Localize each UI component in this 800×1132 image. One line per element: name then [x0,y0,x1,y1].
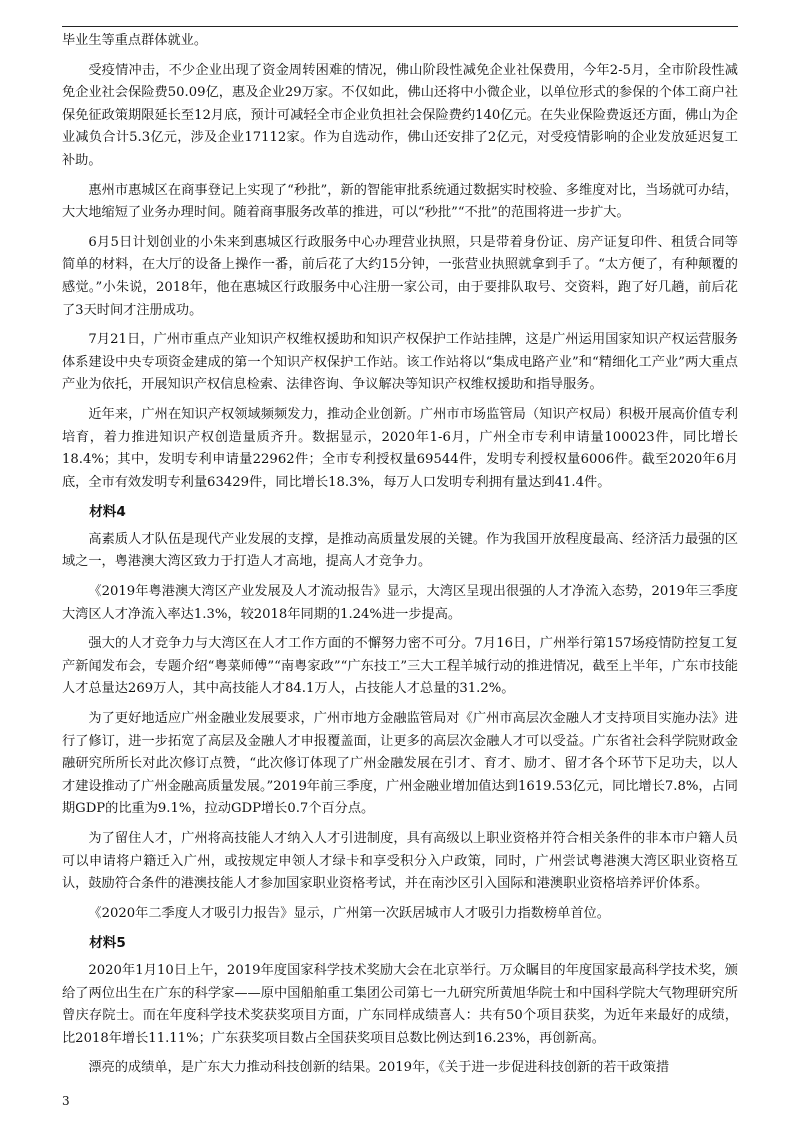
paragraph: 6月5日计划创业的小朱来到惠城区行政服务中心办理营业执照，只是带着身份证、房产证复印件、租赁合同等简单的材料，在大厅的设备上操作一番，前后花了大约15分钟，一张营业执照就拿到手了。“太方便了，有种颠覆的感觉。”小朱说，2018年，他在惠城区行政服务中心注册一家公司，由于要排队取号、交资料，跑了好几趟，前后花了3天时间才注册成功。 [62,234,738,318]
section-material-5 [62,960,738,1080]
document-body [62,30,738,1087]
paragraph: 高素质人才队伍是现代产业发展的支撑，是推动高质量发展的关键。作为我国开放程度最高、经济活力最强的区域之一，粤港澳大湾区致力于打造人才高地，提高人才竞争力。 [62,531,738,570]
paragraph: 为了更好地适应广州金融业发展要求，广州市地方金融监管局对《广州市高层次金融人才支持项目实施办法》进行了修订，进一步拓宽了高层及金融人才申报覆盖面，让更多的高层次金融人才可以受益。广东省社会科学院财政金融研究所所长对此次修订点赞，“此次修订体现了广州金融发展在引才、育才、励才、留才各个环节下足功夫，以人才建设推动了广州金融高质量发展。”2019年前三季度，广州金融业增加值达到1619.53亿元，同比增长7.8%，占同期GDP的比重为9.1%，拉动GDP增长0.7个百分点。 [62,711,738,817]
header-rule [62,26,738,27]
paragraph: 近年来，广州在知识产权领域频频发力，推动企业创新。广州市市场监管局（知识产权局）积极开展高价值专利培育，着力推进知识产权创造量质齐升。数据显示，2020年1-6月，广州全市专利申请量100023件，同比增长18.4%；其中，发明专利申请量22962件；全市专利授权量69544件，发明专利授权量6006件。截至2020年6月底，全市有效发明专利量63429件，同比增长18.3%，每万人口发明专利拥有量达到41.4件。 [62,406,738,490]
page-number: 3 [62,1094,70,1108]
paragraph: 毕业生等重点群体就业。 [62,33,208,48]
paragraph: 漂亮的成绩单，是广东大力推动科技创新的结果。2019年，《关于进一步促进科技创新的若干政策措 [88,1060,670,1076]
paragraph: 惠州市惠城区在商事登记上实现了“秒批”，新的智能审批系统通过数据实时校验、多维度对比，当场就可办结，大大地缩短了业务办理时间。随着商事服务改革的推进，可以“秒批”“不批”的范围将进一步扩大。 [62,182,738,221]
section-material-4 [62,529,738,926]
section-heading-material-5: 材料5 [89,935,126,952]
section-heading-material-4: 材料4 [89,504,126,521]
paragraph: 《2019年粤港澳大湾区产业发展及人才流动报告》显示，大湾区呈现出很强的人才净流入态势，2019年三季度大湾区人才净流入率达1.3%，较2018年同期的1.24%进一步提高。 [62,584,738,622]
paragraph: 强大的人才竞争力与大湾区在人才工作方面的不懈努力密不可分。7月16日，广州举行第157场疫情防控复工复产新闻发布会，专题介绍“粤菜师傅”“南粤家政”“广东技工”三大工程羊城行动的推进情况，截至上半年，广东市技能人才总量达269万人，其中高技能人才84.1万人，占技能人才总量的31.2%。 [62,636,738,697]
paragraph: 7月21日，广州市重点产业知识产权维权援助和知识产权保护工作站挂牌，这是广州运用国家知识产权运营服务体系建设中央专项资金建成的第一个知识产权保护工作站。该工作站将以“集成电路产业”和“精细化工产业”两大重点产业为依托，开展知识产权信息检索、法律咨询、争议解决等知识产权维权援助和指导服务。 [62,332,738,393]
paragraph: 为了留住人才，广州将高技能人才纳入人才引进制度，具有高级以上职业资格并符合相关条件的非本市户籍人员可以申请将户籍迁入广州，或按规定申领人才绿卡和享受积分入户政策，同时，广州尝试粤港澳大湾区职业资格互认，鼓励符合条件的港澳技能人才参加国家职业资格考试，并在南沙区引入国际和港澳职业资格培养评价体系。 [62,831,738,892]
paragraph: 2020年1月10日上午，2019年度国家科学技术奖励大会在北京举行。万众瞩目的年度国家最高科学技术奖，颁给了两位出生在广东的科学家——原中国船舶重工集团公司第七一九研究所黄旭华院士和中国科学院大气物理研究所曾庆存院士。而在年度科学技术奖获奖项目方面，广东同样成绩喜人：共有50个项目获奖，为近年来最好的成绩，比2018年增长11.11%；广东获奖项目数占全国获奖项目总数比例达到16.23%，再创新高。 [62,962,738,1046]
section-top [62,30,738,494]
paragraph: 《2020年二季度人才吸引力报告》显示，广州第一次跃居城市人才吸引力指数榜单首位。 [88,905,610,921]
paragraph: 受疫情冲击，不少企业出现了资金周转困难的情况，佛山阶段性减免企业社保费用，今年2-5月，全市阶段性减免企业社会保险费50.09亿，惠及企业29万家。不仅如此，佛山还将中小微企业，以单位形式的参保的个体工商户社保免征政策期限延长至12月底，预计可减轻全市企业负担社会保险费约140亿元。在失业保险费返还方面，佛山为企业减负合计5.3亿元，涉及企业17112家。作为自选动作，佛山还安排了2亿元，对受疫情影响的企业发放延迟复工补助。 [62,62,738,168]
